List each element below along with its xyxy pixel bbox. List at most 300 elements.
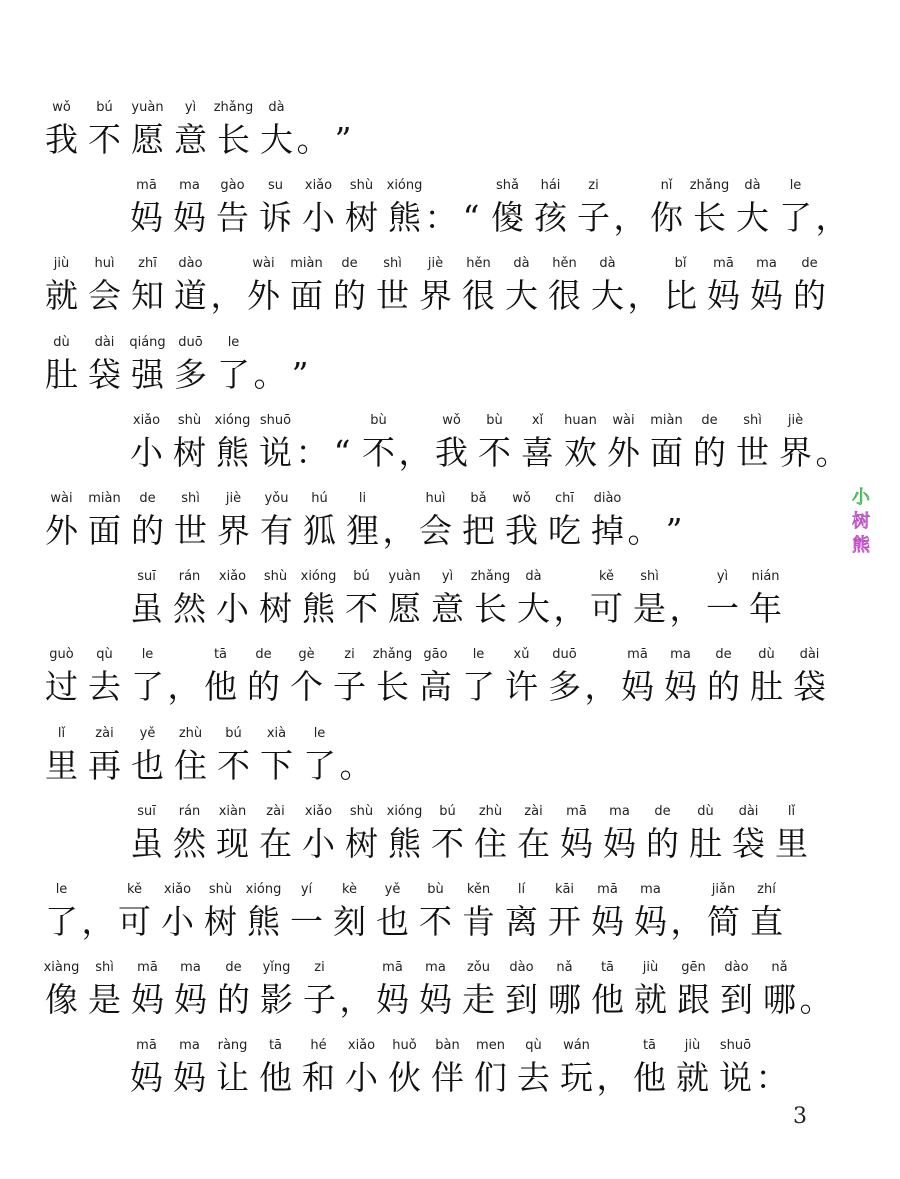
hanzi: 小 [216,589,249,629]
hanzi: 可 [118,902,151,941]
hanzi: 虽 [130,823,163,863]
hanzi-with-pinyin [125,1038,168,1098]
hanzi-with-pinyin [298,491,341,551]
hanzi-with-pinyin [715,960,758,1020]
punctuation [341,960,371,1020]
hanzi-with-pinyin [285,647,328,707]
pinyin: mā [627,647,648,663]
hanzi: 走 [462,980,495,1020]
pinyin: yì [716,569,729,585]
hanzi: 里 [775,823,808,863]
hanzi-with-pinyin [211,413,254,473]
pinyin: shù [349,178,374,194]
pinyin: bù [370,412,387,428]
side-title-char: 熊 [852,535,870,556]
hanzi-with-pinyin [212,491,255,551]
hanzi: 就 [634,980,667,1020]
pinyin: miàn [88,491,121,506]
hanzi: 知 [131,276,164,316]
pinyin: ma [425,960,446,976]
hanzi: 多 [548,667,581,707]
hanzi: 让 [216,1058,249,1098]
hanzi: 的 [707,667,740,707]
hanzi: 多 [174,354,207,394]
pinyin: gāo [423,647,448,663]
hanzi: 妈 [130,198,163,238]
hanzi-with-pinyin [199,882,242,942]
pinyin: su [267,178,283,194]
pinyin: de [715,647,732,663]
hanzi-with-pinyin [659,647,702,707]
hanzi: 我 [45,120,78,159]
hanzi: 面 [650,432,683,472]
punctuation [598,1038,628,1098]
hanzi: ， [339,980,373,1020]
punctuation [671,569,701,629]
text-line [40,238,840,316]
hanzi-with-pinyin [645,178,688,238]
pinyin: mā [713,256,734,272]
hanzi: 世 [376,276,409,316]
pinyin: dào [178,256,203,272]
hanzi-with-pinyin [529,178,572,238]
hanzi: 告 [216,198,249,238]
pinyin: xióng [300,569,337,585]
hanzi-with-pinyin [83,960,126,1020]
text-line [40,708,840,786]
hanzi: 妈 [603,823,636,863]
pinyin: hú [311,491,328,506]
hanzi-with-pinyin [328,882,371,942]
text-line [125,551,825,629]
hanzi-with-pinyin [457,256,500,316]
hanzi-with-pinyin [414,256,457,316]
hanzi-with-pinyin [671,1038,714,1098]
hanzi: 不 [217,745,250,785]
hanzi-with-pinyin [40,491,83,551]
hanzi: 肚 [45,354,78,394]
hanzi-with-pinyin [745,882,788,942]
pinyin: bù [427,882,444,897]
pinyin: lǐ [787,803,796,819]
hanzi-with-pinyin [758,960,801,1020]
punctuation [817,413,847,473]
hanzi: 意 [174,120,207,159]
hanzi: 下 [260,745,293,785]
hanzi: 喜 [521,432,554,472]
hanzi: 面 [88,511,121,550]
hanzi: “ [333,432,351,472]
hanzi-with-pinyin [126,335,169,395]
hanzi-with-pinyin [254,804,297,864]
punctuation [615,178,645,238]
pinyin: xià [266,725,287,741]
hanzi-with-pinyin [543,256,586,316]
pinyin: ma [180,960,201,976]
pinyin: ma [640,882,661,897]
hanzi-with-pinyin [788,256,831,316]
hanzi-with-pinyin [598,804,641,864]
hanzi: 袋 [88,354,121,394]
pinyin: zhǎng [213,100,254,115]
hanzi-with-pinyin [414,491,457,551]
hanzi: 外 [607,432,640,472]
punctuation [341,726,371,786]
pinyin: duō [178,334,203,350]
hanzi-with-pinyin [745,256,788,316]
hanzi: 子 [303,980,336,1020]
hanzi-with-pinyin [125,569,168,629]
pinyin: hé [310,1038,327,1054]
hanzi-with-pinyin [500,491,543,551]
pinyin: bú [439,803,456,819]
hanzi-with-pinyin [745,647,788,707]
hanzi-with-pinyin [125,413,168,473]
hanzi-with-pinyin [83,647,126,707]
hanzi-with-pinyin [212,100,255,160]
hanzi-with-pinyin [255,960,298,1020]
hanzi: 。 [339,745,373,785]
pinyin: diào [593,491,622,506]
hanzi-with-pinyin [572,178,615,238]
hanzi: ， [398,432,432,472]
pinyin: suī [137,569,156,585]
hanzi-with-pinyin [298,726,341,786]
punctuation [555,569,585,629]
hanzi-with-pinyin [457,960,500,1020]
side-title-char: 小 [852,487,870,508]
hanzi-with-pinyin [40,960,83,1020]
hanzi-with-pinyin [340,1038,383,1098]
hanzi: 树 [345,823,378,863]
hanzi-with-pinyin [559,413,602,473]
hanzi: 世 [174,511,207,550]
pinyin: huǒ [392,1038,417,1054]
hanzi-with-pinyin [126,491,169,551]
hanzi: 熊 [247,902,280,941]
hanzi: 跟 [677,980,710,1020]
hanzi: 比 [664,276,697,316]
hanzi-with-pinyin [616,647,659,707]
hanzi: “ [462,198,480,238]
hanzi: 了 [217,354,250,394]
hanzi-with-pinyin [156,882,199,942]
pinyin: mā [136,178,157,194]
hanzi: 的 [646,823,679,863]
hanzi-with-pinyin [340,178,383,238]
pinyin: le [313,725,326,741]
hanzi: ， [167,667,201,707]
hanzi: 伙 [388,1058,421,1098]
pinyin: chī [555,491,574,506]
hanzi-with-pinyin [211,804,254,864]
hanzi: ， [815,198,849,238]
hanzi-with-pinyin [254,569,297,629]
hanzi: 直 [750,902,783,941]
hanzi-with-pinyin [297,804,340,864]
hanzi-with-pinyin [40,647,83,707]
hanzi: 树 [259,589,292,629]
pinyin: suī [137,803,156,819]
hanzi-with-pinyin [255,100,298,160]
hanzi: 妈 [664,667,697,707]
pinyin: dà [599,256,616,272]
hanzi: 大 [736,198,769,238]
hanzi: 面 [290,276,323,316]
pinyin: shì [640,569,659,585]
pinyin: ma [670,647,691,663]
hanzi-with-pinyin [254,413,297,473]
hanzi-with-pinyin [500,960,543,1020]
pinyin: shù [263,569,288,585]
pinyin: zhī [138,256,157,272]
hanzi: 孩 [534,198,567,238]
hanzi: 我 [435,432,468,472]
hanzi: 许 [505,667,538,707]
pinyin: de [654,803,671,819]
hanzi: 傻 [491,198,524,238]
pinyin: tā [213,647,228,663]
hanzi-with-pinyin [211,178,254,238]
punctuation [83,882,113,942]
hanzi-with-pinyin [126,256,169,316]
punctuation [672,882,702,942]
hanzi: ” [291,354,309,394]
hanzi-with-pinyin [727,804,770,864]
hanzi-with-pinyin [297,178,340,238]
pinyin: wài [50,491,73,506]
pinyin: ma [609,803,630,819]
text-line [40,82,840,160]
hanzi-with-pinyin [586,882,629,942]
hanzi: ， [670,902,704,941]
hanzi: 和 [302,1058,335,1098]
hanzi-with-pinyin [473,413,516,473]
pinyin: nǎ [771,960,788,976]
pinyin: jiù [53,256,70,272]
side-title [848,486,874,558]
punctuation [757,1038,787,1098]
punctuation [212,256,242,316]
hanzi-with-pinyin [242,882,285,942]
hanzi-with-pinyin [602,413,645,473]
hanzi: ： [295,432,329,472]
hanzi: 大 [591,276,624,316]
pinyin: xióng [386,178,423,194]
hanzi: 妈 [707,276,740,316]
pinyin: lǐ [57,725,66,741]
hanzi-with-pinyin [126,100,169,160]
hanzi: 很 [548,276,581,316]
hanzi: 在 [517,823,550,863]
hanzi: 妈 [174,980,207,1020]
hanzi: 妈 [750,276,783,316]
hanzi-with-pinyin [169,335,212,395]
hanzi: 像 [45,980,78,1020]
hanzi: 也 [131,745,164,785]
pinyin: xióng [386,803,423,819]
pinyin: yuàn [131,100,164,115]
hanzi-with-pinyin [255,491,298,551]
pinyin: wài [252,256,275,272]
pinyin: zài [266,803,285,819]
pinyin: kè [341,882,358,897]
hanzi: ， [669,589,703,629]
hanzi: 妈 [173,198,206,238]
hanzi-with-pinyin [645,413,688,473]
hanzi: 妈 [621,667,654,707]
hanzi-with-pinyin [555,804,598,864]
hanzi: 树 [204,902,237,941]
hanzi: 开 [548,902,581,941]
hanzi-with-pinyin [543,647,586,707]
hanzi: 我 [505,511,538,550]
pinyin: mā [136,1038,157,1054]
hanzi: 狸 [346,511,379,550]
pinyin: mā [566,803,587,819]
pinyin: huì [94,256,115,272]
text-line [40,317,840,395]
hanzi: 也 [376,902,409,941]
pinyin: gào [220,178,245,194]
pinyin: huan [564,412,597,428]
pinyin: shì [743,412,762,428]
hanzi: 长 [376,667,409,707]
hanzi-with-pinyin [83,726,126,786]
hanzi: 哪 [763,980,796,1020]
hanzi: 你 [650,198,683,238]
hanzi: 会 [419,511,452,550]
pinyin: xióng [214,412,251,428]
hanzi: 很 [462,276,495,316]
hanzi-with-pinyin [340,569,383,629]
hanzi: 。 [815,432,849,472]
pinyin: dài [738,803,759,819]
hanzi-with-pinyin [430,413,473,473]
pinyin: le [789,178,802,194]
pinyin: bàn [435,1038,460,1054]
pinyin: tā [642,1038,657,1054]
hanzi: 强 [131,354,164,394]
hanzi-with-pinyin [457,491,500,551]
hanzi: 。 [253,354,287,394]
pinyin: xiǎo [347,1038,376,1054]
pinyin: gēn [681,960,706,976]
hanzi: 有 [260,511,293,550]
hanzi-with-pinyin [586,256,629,316]
hanzi: 哪 [548,980,581,1020]
pinyin: wǒ [512,491,531,506]
hanzi: 他 [259,1058,292,1098]
pinyin: zài [524,803,543,819]
hanzi: 肚 [689,823,722,863]
pinyin: dà [525,569,542,585]
pinyin: kěn [466,882,491,897]
hanzi: 过 [45,667,78,707]
pinyin: ràng [217,1038,248,1054]
hanzi: 去 [88,667,121,707]
pinyin: qù [525,1038,542,1054]
hanzi: 长 [474,589,507,629]
pinyin: zǒu [466,960,491,976]
hanzi-with-pinyin [83,335,126,395]
hanzi-with-pinyin [254,1038,297,1098]
hanzi: 道 [174,276,207,316]
pinyin: rán [178,803,201,819]
hanzi-with-pinyin [688,413,731,473]
pinyin: dào [724,960,749,976]
hanzi: 可 [590,589,623,629]
pinyin: jiè [787,412,804,428]
hanzi-with-pinyin [714,1038,757,1098]
hanzi-with-pinyin [83,256,126,316]
hanzi: 的 [217,980,250,1020]
hanzi: ” [665,511,683,550]
hanzi: 大 [260,120,293,159]
hanzi: 的 [247,667,280,707]
hanzi: 欢 [564,432,597,472]
hanzi: 的 [333,276,366,316]
hanzi: ， [613,198,647,238]
hanzi: 不 [362,432,395,472]
hanzi: 熊 [216,432,249,472]
hanzi-with-pinyin [629,882,672,942]
hanzi-with-pinyin [788,647,831,707]
hanzi: 一 [706,589,739,629]
hanzi: 肯 [462,902,495,941]
pinyin: qiáng [129,334,166,350]
hanzi: 妈 [173,1058,206,1098]
hanzi-with-pinyin [40,256,83,316]
pinyin: yì [441,569,454,585]
hanzi: 界 [217,511,250,550]
pinyin: duō [552,647,577,663]
hanzi-with-pinyin [414,882,457,942]
hanzi-with-pinyin [641,804,684,864]
pinyin: de [701,412,718,428]
pinyin: nǐ [660,178,673,194]
pinyin: zi [344,647,355,663]
pinyin: de [341,256,358,272]
hanzi-with-pinyin [328,647,371,707]
punctuation [629,491,659,551]
hanzi-with-pinyin [543,960,586,1020]
hanzi: ， [210,276,244,316]
hanzi-with-pinyin [555,1038,598,1098]
pinyin: de [255,647,272,663]
hanzi-with-pinyin [414,960,457,1020]
hanzi-with-pinyin [702,882,745,942]
pinyin: bǐ [674,256,687,272]
hanzi: 小 [130,432,163,472]
pinyin: yě [384,882,401,897]
hanzi-with-pinyin [169,100,212,160]
punctuation [298,100,328,160]
pinyin: shì [383,256,402,272]
pinyin: bǎ [470,491,487,506]
hanzi: 肚 [750,667,783,707]
hanzi-with-pinyin [341,491,384,551]
hanzi: 袋 [793,667,826,707]
pinyin: zhǎng [689,178,730,194]
hanzi: 虽 [130,589,163,629]
hanzi: 妈 [419,980,452,1020]
pinyin: tā [268,1038,283,1054]
pinyin: yì [184,100,197,115]
pinyin: le [141,647,154,663]
hanzi: 的 [793,276,826,316]
punctuation [659,491,689,551]
